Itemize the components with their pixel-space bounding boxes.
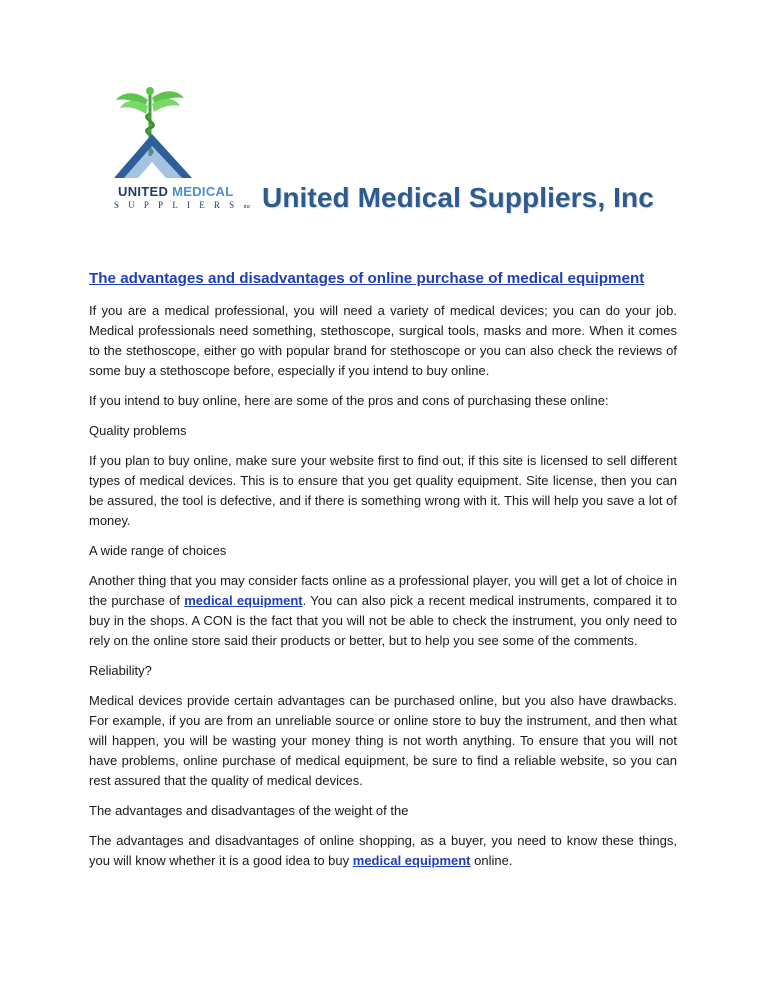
logo-word-suppliers [114,200,251,210]
logo-word-medical: MEDICAL [172,184,234,199]
logo-suppliers-text: SUPPLIERS [114,200,244,210]
paragraph-quality: If you plan to buy online, make sure your website first to find out, if this site is licensed to sell different types of medical devices. This is to ensure that you get quality equipment. Site license, then you can be assured, the tool is defective, and if there is something wrong with it. This will help you save a lot of money. [89,453,677,528]
paragraph-choices [89,571,677,651]
paragraph-conclusion-text-a: The advantages and disadvantages of online shopping, as a buyer, you need to know these things, you will know whether it is a good idea to buy [89,833,677,868]
subheading-reliability: Reliability? [89,663,152,678]
subheading-quality: Quality problems [89,423,187,438]
article-body [89,268,677,881]
logo-wordmark [118,184,233,199]
paragraph-choices-text-a: Another thing that you may consider facts online as a professional player, you will get a lot of choice in the purchase of [89,573,677,608]
article-title[interactable]: The advantages and disadvantages of online purchase of medical equipment [89,270,645,287]
paragraph-conclusion [89,831,677,871]
subheading-choices: A wide range of choices [89,543,227,558]
paragraph-pros-cons: If you intend to buy online, here are some of the pros and cons of purchasing these online: [89,393,609,408]
paragraph-intro: If you are a medical professional, you will need a variety of medical devices; you can do your job. Medical professionals need something, stethoscope, surgical tools, masks and more. When it comes to the stethoscope, either go with popular brand for stethoscope or you can also check the reviews of some buy a stethoscope before, especially if you intend to buy online. [89,303,677,378]
medical-equipment-link-2[interactable]: medical equipment [352,853,471,868]
logo-word-united: UNITED [118,184,169,199]
medical-equipment-link[interactable]: medical equipment [184,593,303,608]
subheading-weight: The advantages and disadvantages of the weight of the [89,803,409,818]
company-name: United Medical Suppliers, Inc [262,182,654,213]
paragraph-conclusion-text-b: online. [470,853,513,868]
logo-suffix: inc [243,204,251,210]
paragraph-reliability: Medical devices provide certain advantages can be purchased online, but you also have drawbacks. For example, if you are from an unreliable source or online store to buy the instrument, and then what will happen, you will be wasting your money thing is not worth anything. To ensure that you will not have problems, online purchase of medical equipment, be sure to find a reliable website, so you can rest assured that the quality of medical devices. [89,693,677,788]
paragraph-choices-text-b: . You can also pick a recent medical instruments, compared it to buy in the shops. A CON is the fact that you will not be able to check the instrument, you only need to rely on the online store said their products or better, but to help you see some of the comments. [89,593,677,648]
